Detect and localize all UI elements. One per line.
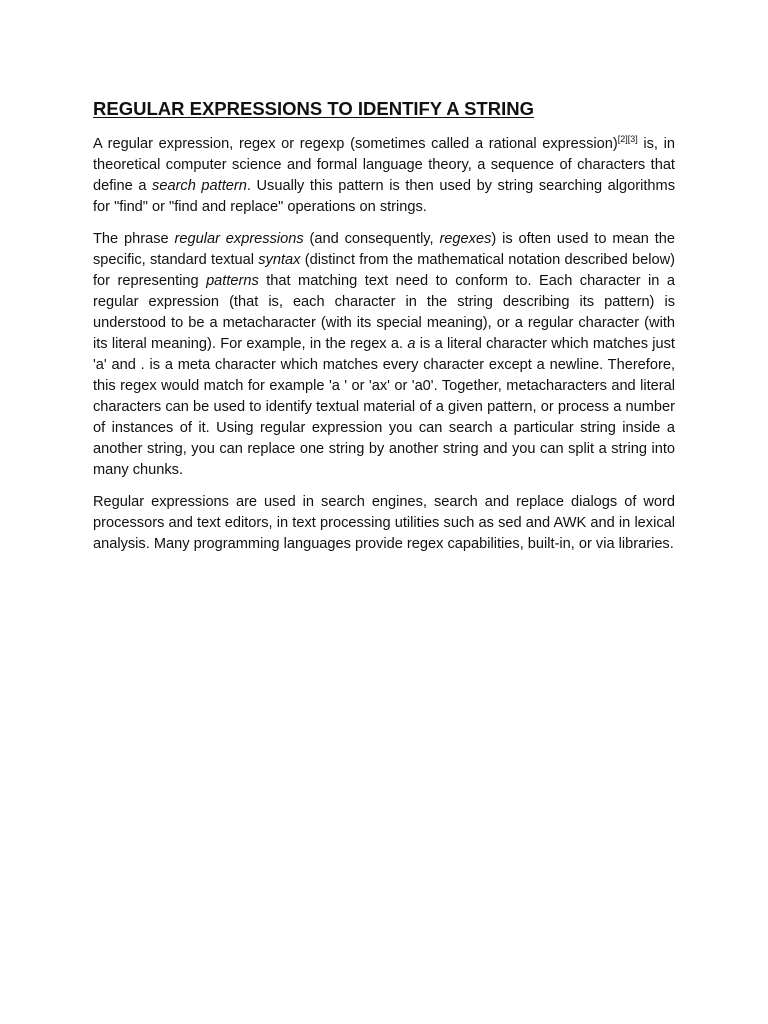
p1-text-1: A regular expression, regex or regexp (sometimes called a rational expression) xyxy=(93,136,618,152)
document-title: REGULAR EXPRESSIONS TO IDENTIFY A STRING xyxy=(93,98,534,119)
p2-text-5: that matching text need to conform to. Each character in a regular expression (that is, each character in the string describing its pattern) is understood to be a metacharacter (with its special meaning), or a regular character (with its literal meaning). For example, in the regex a. xyxy=(93,273,675,352)
p2-emphasis-a: a xyxy=(407,336,416,352)
p2-text-3: ) is often used to mean the specific, standard textual xyxy=(93,231,675,268)
p2-emphasis-regular-expressions: regular expressions xyxy=(174,231,304,247)
paragraph-3: Regular expressions are used in search engines, search and replace dialogs of word processors and text editors, in text processing utilities such as sed and AWK and in lexical analysis. Many programming languages provide regex capabilities, built-in, or via libraries. xyxy=(93,494,675,552)
p2-emphasis-syntax: syntax xyxy=(258,252,301,268)
p1-text-2: is, in theoretical computer science and formal language theory, a sequence of characters that define a xyxy=(93,136,676,194)
paragraph-2 xyxy=(93,229,675,481)
p2-emphasis-patterns: patterns xyxy=(206,273,259,289)
p2-text-6: is a literal character which matches just 'a' and . is a meta character which matches every character except a newline. Therefore, this regex would match for example 'a ' or 'ax' or 'a0'. Together, metacharacters and literal characters can be used to identify textual material of a given pattern, or process a number of instances of it. Using regular expression you can search a particular string inside a another string, you can replace one string by another string and you can split a string into many chunks. xyxy=(93,336,675,478)
p2-text-4: (distinct from the mathematical notation described below) for representing xyxy=(93,252,676,289)
p1-emphasis-search-pattern: search pattern xyxy=(152,178,247,194)
document-page xyxy=(93,98,675,566)
p2-text-1: The phrase xyxy=(93,231,175,247)
p2-text-2: (and consequently, xyxy=(303,231,440,247)
citation-reference: [2][3] xyxy=(617,134,638,145)
p2-emphasis-regexes: regexes xyxy=(439,231,492,247)
paragraph-1 xyxy=(93,134,675,218)
p1-text-3: . Usually this pattern is then used by string searching algorithms for "find" or "find and replace" operations on strings. xyxy=(93,178,675,215)
